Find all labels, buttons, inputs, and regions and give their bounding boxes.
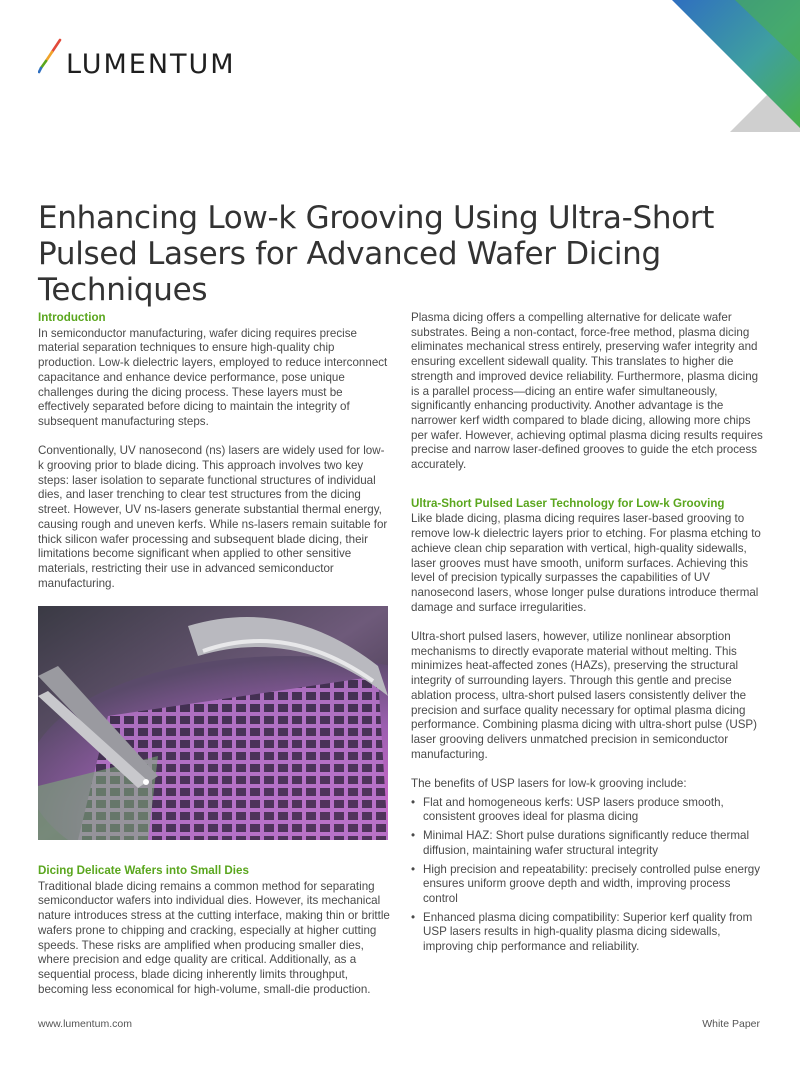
intro-heading: Introduction (38, 311, 106, 324)
list-item: • Minimal HAZ: Short pulse durations significantly reduce thermal diffusion, maintaining wafer structural integrity (411, 829, 763, 858)
dicing-heading: Dicing Delicate Wafers into Small Dies (38, 864, 249, 878)
intro-paragraph-1: In semiconductor manufacturing, wafer dicing requires precise material separation techniques to ensure high-quality chip production. Low-k dielectric layers, employed to reduce interconnect capacitance and enhance device performance, pose unique challenges during the dicing process. These layers must be effectively separated before dicing to maintain the integrity of subsequent manufacturing steps. (38, 326, 388, 428)
left-column (38, 311, 390, 1012)
intro-paragraph-2: Conventionally, UV nanosecond (ns) lasers are widely used for low-k grooving prior to blade dicing. This approach involves two key steps: laser isolation to separate functional structures of individual dies, and laser trenching to clear test structures from the dicing street. However, UV ns-lasers generate substantial thermal energy, causing rough and uneven kerfs. While ns-lasers remain suitable for thick silicon wafer processing and subsequent blade dicing, their limitations become significant when applied to other sensitive materials, restricting their use in advanced semiconductor manufacturing. (38, 444, 388, 590)
benefits-intro: The benefits of USP lasers for low-k grooving include: (411, 777, 687, 791)
usp-paragraph-1: Like blade dicing, plasma dicing requires laser-based grooving to remove low-k dielectric layers prior to etching. For plasma etching to achieve clean chip separation with vertical, high-quality sidewalls, laser grooves must have smooth, uniform surfaces. Achieving this level of precision typically surpasses the capabilities of UV nanosecond lasers, whose longer pulse durations introduce thermal damage and surface irregularities. (411, 512, 761, 614)
logo-slash-icon (38, 38, 64, 78)
footer-url: www.lumentum.com (38, 1018, 132, 1030)
list-item: • Flat and homogeneous kerfs: USP lasers produce smooth, consistent grooves ideal for plasma dicing (411, 796, 763, 825)
dicing-paragraph-1: Traditional blade dicing remains a common method for separating semiconductor wafers into individual dies. However, its mechanical nature introduces stress at the cutting interface, making thin or brittle wafers prone to chipping and cracking, especially at higher cutting speeds. These risks are amplified when producing smaller dies, where precision and edge quality are critical. Additionally, as a sequential process, blade dicing inherently limits throughput, becoming less economical for high-volume, small-die production. (38, 879, 390, 996)
list-item: • High precision and repeatability: precisely controlled pulse energy ensures uniform groove depth and width, improving process control (411, 863, 763, 907)
logo-wordmark: LUMENTUM (66, 48, 236, 80)
wafer-dicing-photo (38, 606, 388, 840)
footer-doc-type: White Paper (702, 1018, 760, 1030)
plasma-paragraph: Plasma dicing offers a compelling alternative for delicate wafer substrates. Being a non-contact, force-free method, plasma dicing eliminates mechanical stress entirely, preserving wafer integrity and ensuring excellent sidewall quality. This translates to higher die strength and improved device reliability. Furthermore, plasma dicing is a parallel process—dicing an entire wafer simultaneously, significantly enhancing productivity. Another advantage is the narrower kerf width compared to blade dicing, allowing more chips per wafer. However, achieving optimal plasma dicing results requires precise and narrow laser-defined grooves to guide the etch process accurately. (411, 311, 763, 472)
page-title: Enhancing Low-k Grooving Using Ultra-Short Pulsed Lasers for Advanced Wafer Dicing Techniques (38, 200, 715, 308)
usp-heading: Ultra-Short Pulsed Laser Technology for Low-k Grooving (411, 496, 725, 510)
benefits-list (411, 796, 763, 955)
list-item: • Enhanced plasma dicing compatibility: Superior kerf quality from USP lasers results in high-quality plasma dicing sidewalls, improving chip performance and reliability. (411, 911, 763, 955)
usp-paragraph-2: Ultra-short pulsed lasers, however, utilize nonlinear absorption mechanisms to directly evaporate material without melting. This minimizes heat-affected zones (HAZs), preserving the structural integrity of surrounding layers. Through this gentle and precise ablation process, ultra-short pulsed lasers consistently deliver the precision and surface quality necessary for optimal plasma dicing performance. Combining plasma dicing with ultra-short pulse (USP) laser grooving delivers unmatched precision in semiconductor manufacturing. (411, 630, 758, 761)
right-column (411, 311, 763, 958)
lumentum-logo (38, 38, 236, 78)
